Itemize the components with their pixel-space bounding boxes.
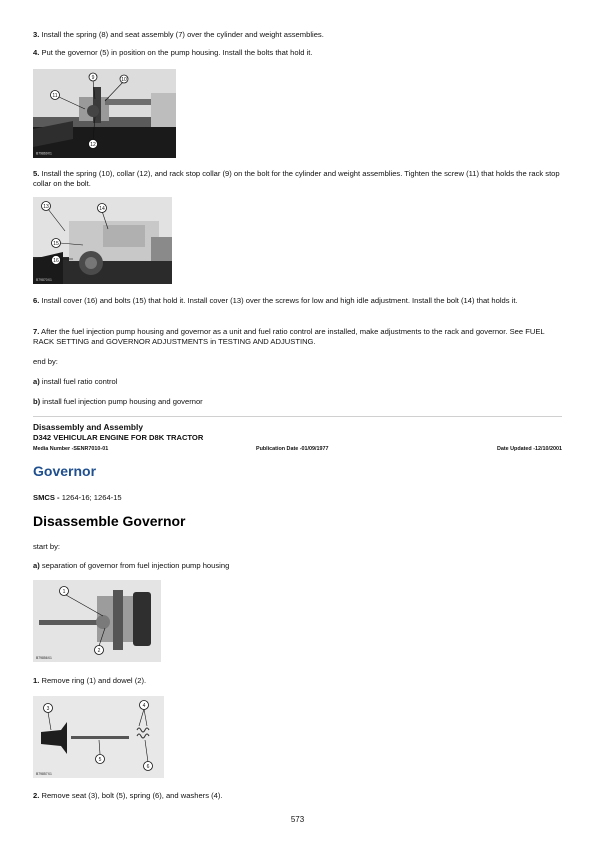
media-number: Media Number -SENR7010-01 <box>33 446 109 452</box>
step-number: 1. <box>33 676 40 685</box>
figure-governor-installed <box>33 69 176 158</box>
step-text: Install the spring (10), collar (12), and rack stop collar (9) on the bolt for the cylinder and weight assemblies. Tighten the screw (11) that holds the rack stop collar on the bolt. <box>33 169 560 188</box>
item-text: separation of governor from fuel injection pump housing <box>39 561 230 570</box>
callout-10: 10 <box>121 76 127 83</box>
step-number: 4. <box>33 48 40 57</box>
step-number: 3. <box>33 30 40 39</box>
step-text: Put the governor (5) in position on the pump housing. Install the bolts that hold it. <box>39 48 313 57</box>
figure-caption: B79869X1 <box>36 151 52 156</box>
disassemble-step-2 <box>33 791 563 801</box>
date-updated: Date Updated -12/10/2001 <box>496 446 562 452</box>
section-subtitle: D342 VEHICULAR ENGINE FOR D8K TRACTOR <box>33 433 204 442</box>
step-number: 6. <box>33 296 40 305</box>
step-number: 5. <box>33 169 40 178</box>
item-letter: a) <box>33 377 40 386</box>
step-3 <box>33 30 563 40</box>
figure-seat-bolt-spring <box>33 696 164 778</box>
smcs-value: 1264-16; 1264-15 <box>59 493 122 502</box>
smcs-line <box>33 493 563 503</box>
step-5 <box>33 169 563 188</box>
callout-12: 12 <box>90 141 96 148</box>
governor-heading: Governor <box>33 463 97 479</box>
callout-13: 13 <box>43 203 49 210</box>
item-letter: b) <box>33 397 41 406</box>
callout-15: 15 <box>53 240 59 247</box>
callout-16: 16 <box>53 257 59 264</box>
callout-2: 2 <box>97 647 101 654</box>
end-by-a <box>33 377 563 387</box>
step-text: After the fuel injection pump housing and governor as a unit and fuel ratio control are installed, make adjustments to the rack and governor. See FUEL RACK SETTING and GOVERNOR ADJUSTMENTS in TESTING AND ADJUSTING. <box>33 327 545 346</box>
step-4 <box>33 48 563 58</box>
callout-9: 9 <box>91 74 95 81</box>
governor-housing-photo <box>33 580 161 662</box>
callout-6: 6 <box>146 763 150 770</box>
start-by-a <box>33 561 563 571</box>
step-6 <box>33 296 563 306</box>
step-number: 2. <box>33 791 40 800</box>
section-divider <box>33 416 562 417</box>
item-text: install fuel injection pump housing and governor <box>40 397 203 406</box>
smcs-label: SMCS - <box>33 493 60 502</box>
step-text: Install the spring (8) and seat assembly (7) over the cylinder and weight assemblies. <box>39 30 324 39</box>
callout-3: 3 <box>46 705 50 712</box>
governor-cover-photo <box>33 197 172 284</box>
figure-caption: B79856X1 <box>36 656 52 660</box>
page-number: 573 <box>290 815 305 824</box>
callout-5: 5 <box>98 756 102 763</box>
start-by-label: start by: <box>33 542 61 551</box>
governor-parts-photo <box>33 696 164 778</box>
step-text: Remove seat (3), bolt (5), spring (6), and washers (4). <box>39 791 223 800</box>
step-number: 7. <box>33 327 40 336</box>
figure-caption: B79857X1 <box>36 772 52 776</box>
disassemble-heading: Disassemble Governor <box>33 513 186 529</box>
callout-14: 14 <box>99 205 105 212</box>
callout-4: 4 <box>142 702 146 709</box>
figure-caption: B79870X1 <box>36 278 52 282</box>
section-title: Disassembly and Assembly <box>33 422 144 432</box>
callout-1: 1 <box>62 588 66 595</box>
end-by-b <box>33 397 563 407</box>
step-7 <box>33 327 563 346</box>
publication-date: Publication Date -01/09/1977 <box>256 446 329 452</box>
step-text: Install cover (16) and bolts (15) that hold it. Install cover (13) over the screws for low and high idle adjustment. Install the bolt (14) that holds it. <box>39 296 518 305</box>
end-by-label: end by: <box>33 357 58 366</box>
callout-11: 11 <box>52 92 58 99</box>
disassemble-step-1 <box>33 676 563 686</box>
item-letter: a) <box>33 561 40 570</box>
item-text: install fuel ratio control <box>39 377 118 386</box>
figure-ring-dowel <box>33 580 161 662</box>
figure-governor-covers <box>33 197 172 284</box>
step-text: Remove ring (1) and dowel (2). <box>39 676 147 685</box>
governor-photo <box>33 69 176 158</box>
